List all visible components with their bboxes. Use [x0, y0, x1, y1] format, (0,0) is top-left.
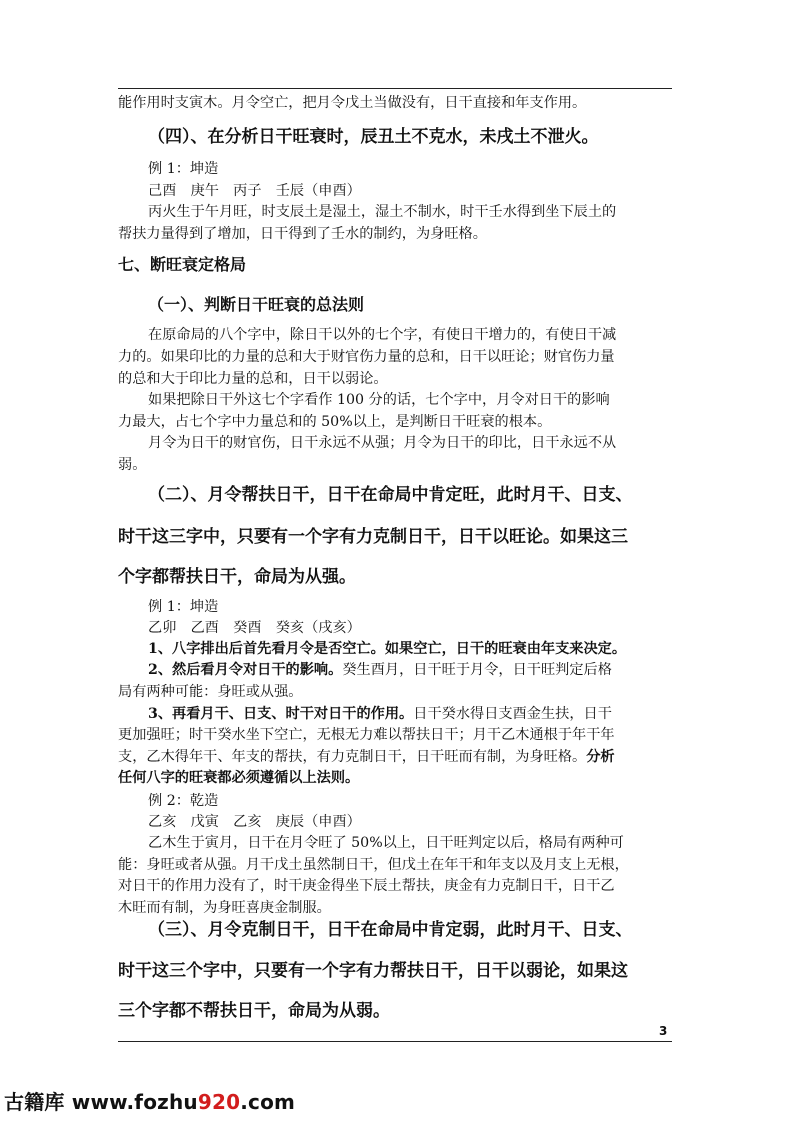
- text-line: [118, 746, 678, 768]
- text-line: [148, 703, 708, 725]
- section-heading: 时干这三个字中，只要有一个字有力帮扶日干，日干以弱论，如果这: [118, 961, 628, 981]
- text-line: 帮扶力量得到了增加，日干得到了壬水的制约，为身旺格。: [118, 226, 487, 242]
- text-line: 能作用时支寅木。月令空亡，把月令戊土当做没有，日干直接和年支作用。: [118, 95, 587, 111]
- bazi-chart: 己酉 庚午 丙子 壬辰（申酉）: [148, 183, 361, 199]
- text-line: 更加强旺；时干癸水坐下空亡，无根无力难以帮扶日干；月干乙木通根于年干年: [118, 727, 615, 743]
- footer-rule: [118, 1041, 672, 1042]
- example-label: 例 1：坤造: [148, 599, 219, 615]
- watermark-number: 920: [197, 1090, 241, 1114]
- text-line: 对日干的作用力没有了，时干庚金得坐下辰土帮扶，庚金有力克制日干，日干乙: [118, 878, 615, 894]
- rule-text: 日干癸水得日支酉金生扶，日干: [413, 706, 612, 722]
- text-line: [148, 659, 708, 681]
- rule-line: 1、八字排出后首先看月令是否空亡。如果空亡，日干的旺衰由年支来决定。: [148, 641, 627, 657]
- rule-lead: 分析: [586, 749, 615, 765]
- chapter-heading: 七、断旺衰定格局: [118, 255, 247, 274]
- watermark-suffix: .com: [240, 1090, 296, 1114]
- bazi-chart: 乙卯 乙酉 癸酉 癸亥（戌亥）: [148, 620, 361, 636]
- rule-text: 癸生酉月，日干旺于月令，日干旺判定后格: [342, 662, 612, 678]
- section-heading: 个字都帮扶日干，命局为从强。: [118, 567, 356, 587]
- text-line: 乙木生于寅月，日干在月令旺了 50%以上，日干旺判定以后，格局有两种可: [148, 835, 624, 851]
- header-rule: [118, 88, 672, 89]
- text-line: 如果把除日干外这七个字看作 100 分的话，七个字中，月令对日干的影响: [148, 392, 610, 408]
- text-line: 力的。如果印比的力量的总和大于财官伤力量的总和，日干以旺论；财官伤力量: [118, 349, 615, 365]
- example-label: 例 2：乾造: [148, 793, 219, 809]
- text-line: 力最大，占七个字中力量总和的 50%以上，是判断日干旺衰的根本。: [118, 414, 552, 430]
- section-heading: 三个字都不帮扶日干，命局为从弱。: [118, 1001, 390, 1021]
- text-line: 丙火生于午月旺，时支辰土是湿土，湿土不制水，时干壬水得到坐下辰土的: [148, 204, 617, 220]
- bazi-chart: 乙亥 戊寅 乙亥 庚辰（申酉）: [148, 814, 361, 830]
- text-line: 木旺而有制，为身旺喜庚金制服。: [118, 900, 331, 916]
- text-line: 月令为日干的财官伤，日干永远不从强；月令为日干的印比，日干永远不从: [148, 435, 617, 451]
- section-heading: 时干这三字中，只要有一个字有力克制日干，日干以旺论。如果这三: [118, 527, 628, 547]
- text-line: 局有两种可能：身旺或从强。: [118, 684, 303, 700]
- section-heading: （四）、在分析日干旺衰时，辰丑土不克水，未戌土不泄火。: [148, 127, 599, 147]
- example-label: 例 1：坤造: [148, 161, 219, 177]
- rule-text: 支，乙木得年干、年支的帮扶，有力克制日干，日干旺而有制，为身旺格。: [118, 749, 587, 765]
- rule-line: 任何八字的旺衰都必须遵循以上法则。: [118, 770, 360, 786]
- rule-lead: 2、然后看月令对日干的影响。: [148, 662, 343, 678]
- text-line: 的总和大于印比力量的总和，日干以弱论。: [118, 371, 388, 387]
- text-line: 能：身旺或者从强。月干戊土虽然制日干，但戊土在年干和年支以及月支上无根，: [118, 857, 629, 873]
- rule-lead: 3、再看月干、日支、时干对日干的作用。: [148, 706, 414, 722]
- page-number: 3: [659, 1024, 668, 1038]
- watermark-text: 古籍库 www.fozhu: [4, 1090, 198, 1114]
- text-line: 弱。: [118, 457, 147, 473]
- section-heading: （二）、月令帮扶日干，日干在命局中肯定旺，此时月干、日支、: [148, 485, 633, 505]
- section-heading: （三）、月令克制日干，日干在命局中肯定弱，此时月干、日支、: [148, 920, 633, 940]
- watermark: [4, 1086, 295, 1115]
- text-line: 在原命局的八个字中，除日干以外的七个字，有使日干增力的，有使日干减: [148, 327, 617, 343]
- subsection-heading: （一）、判断日干旺衰的总法则: [148, 295, 365, 314]
